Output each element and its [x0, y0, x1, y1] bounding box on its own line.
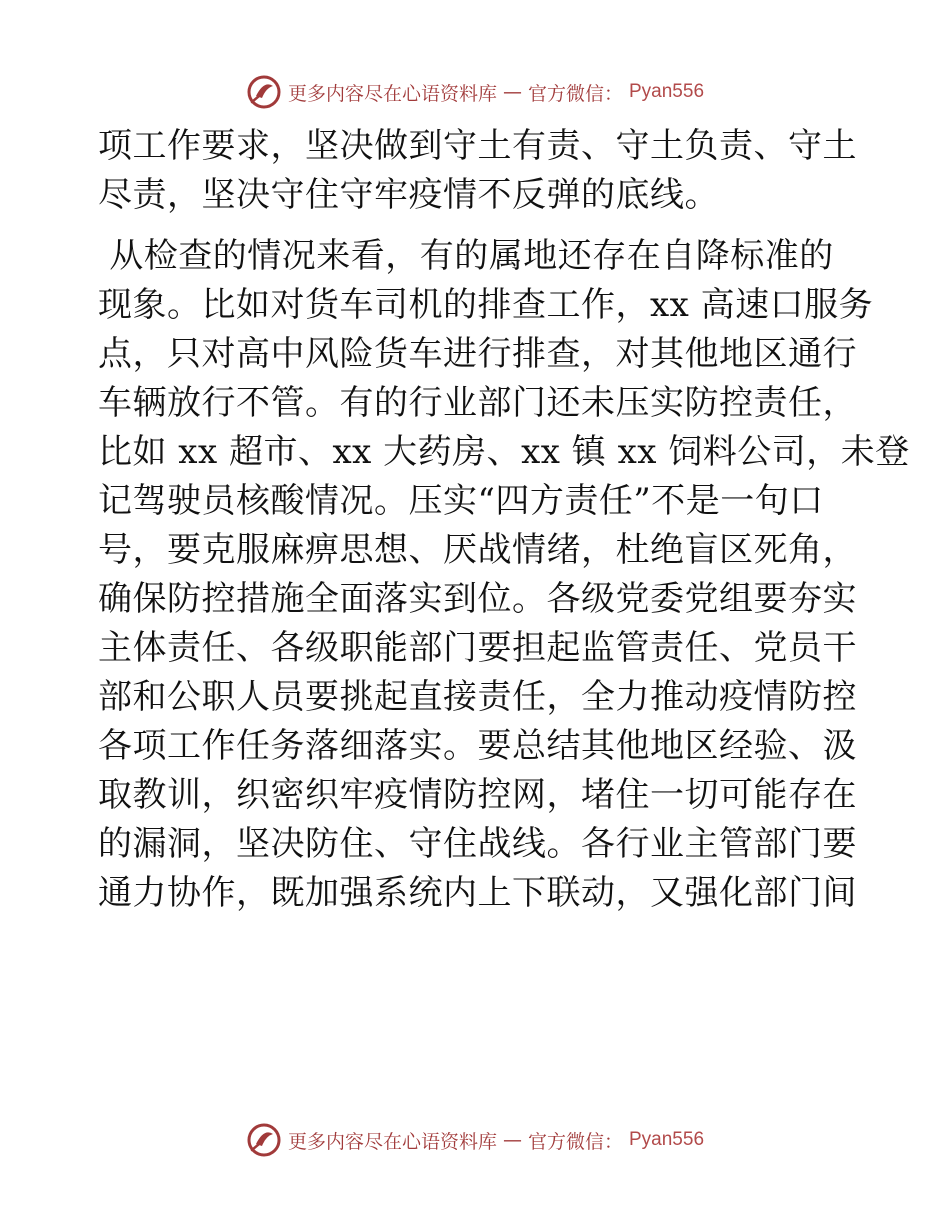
text-line: 项工作要求，坚决做到守土有责、守土负责、守土: [98, 126, 857, 166]
text-line: 点，只对高中风险货车进行排查，对其他地区通行: [98, 334, 857, 374]
watermark-text: 更多内容尽在心语资料库: [287, 1130, 497, 1153]
text-line: 记驾驶员核酸情况。压实“四方责任”不是一句口: [98, 481, 824, 521]
watermark-separator: —: [502, 1129, 522, 1151]
wechat-id: Pyan556: [629, 1129, 705, 1150]
text-line: 现象。比如对货车司机的排查工作，xx 高速口服务: [98, 285, 874, 325]
paragraph-1: [98, 122, 858, 220]
text-line: 的漏洞，坚决防住、守住战线。各行业主管部门要: [98, 824, 857, 864]
footer-watermark: [0, 1120, 950, 1160]
brand-logo-icon: [246, 1122, 282, 1158]
text-line: 通力协作，既加强系统内上下联动，又强化部门间: [98, 873, 857, 913]
watermark-separator: —: [502, 81, 522, 103]
watermark-text: 更多内容尽在心语资料库: [287, 82, 497, 105]
wechat-label: 官方微信：: [527, 82, 623, 105]
brand-logo-icon: [246, 74, 282, 110]
text-line: 车辆放行不管。有的行业部门还未压实防控责任，: [98, 383, 857, 423]
text-line: 号，要克服麻痹思想、厌战情绪，杜绝盲区死角，: [98, 530, 857, 570]
document-body: [98, 122, 910, 918]
wechat-label: 官方微信：: [527, 1130, 623, 1153]
text-line: 主体责任、各级职能部门要担起监管责任、党员干: [98, 628, 857, 668]
text-line: 取教训，织密织牢疫情防控网，堵住一切可能存在: [98, 775, 857, 815]
text-line: 尽责，坚决守住守牢疫情不反弹的底线。: [98, 175, 719, 215]
text-line: 从检查的情况来看，有的属地还存在自降标准的: [98, 236, 834, 276]
text-line: 各项工作任务落细落实。要总结其他地区经验、汲: [98, 726, 857, 766]
paragraph-2: [98, 232, 910, 918]
header-watermark: [0, 72, 950, 112]
wechat-id: Pyan556: [629, 81, 705, 102]
text-line: 部和公职人员要挑起直接责任，全力推动疫情防控: [98, 677, 857, 717]
text-line: 确保防控措施全面落实到位。各级党委党组要夯实: [98, 579, 857, 619]
text-line: 比如 xx 超市、xx 大药房、xx 镇 xx 饲料公司，未登: [98, 432, 910, 472]
